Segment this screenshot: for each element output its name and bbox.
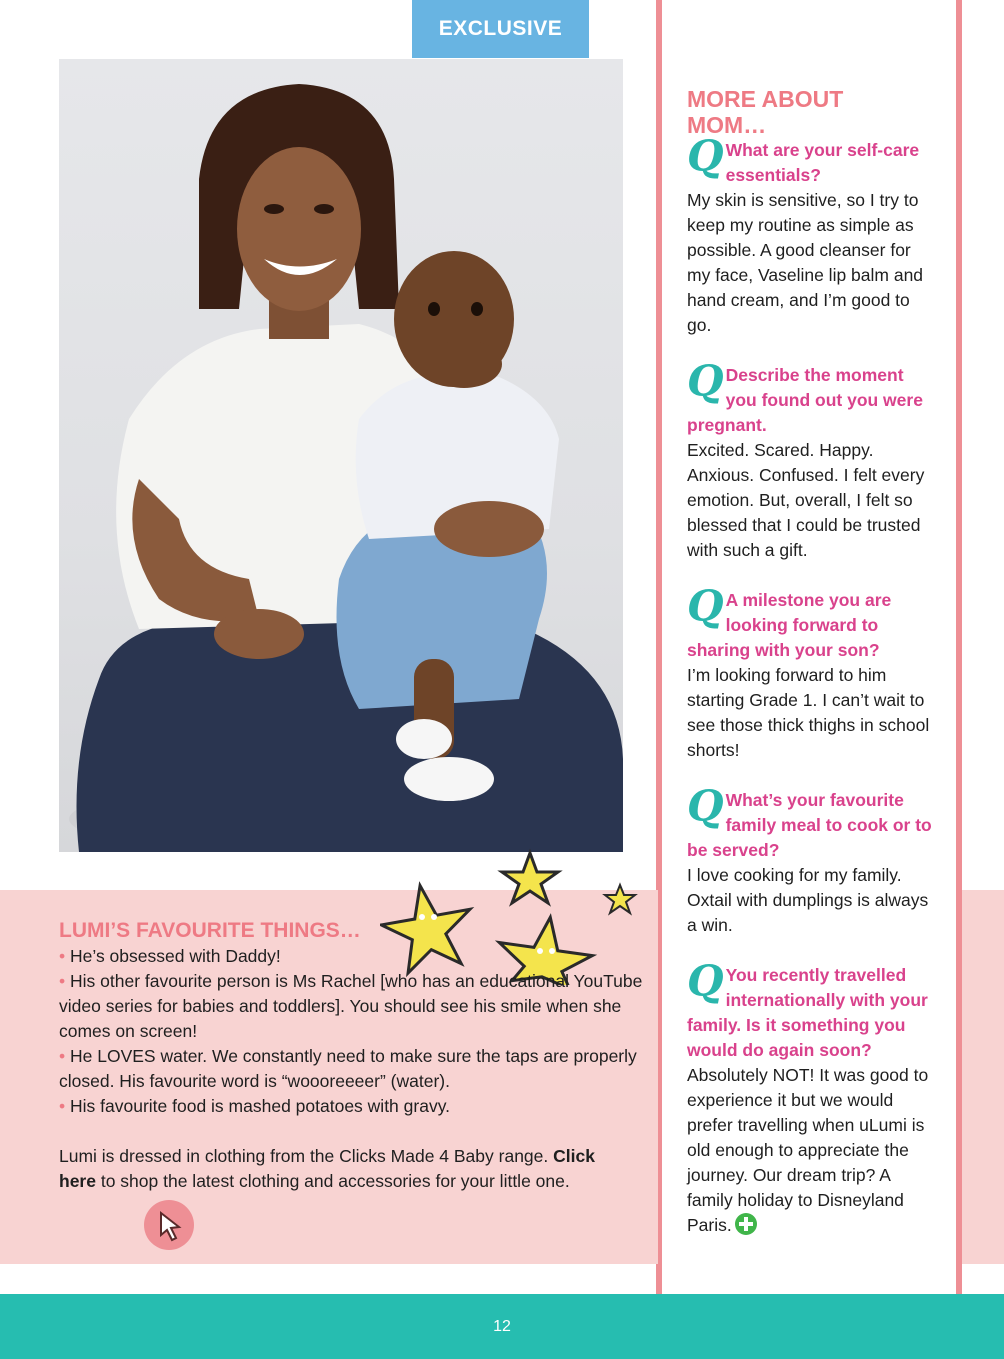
question: What’s your favourite family meal to cook or to be served?	[687, 790, 932, 860]
q-letter-icon: Q	[687, 781, 724, 830]
page-number: 12	[493, 1317, 511, 1335]
answer: I love cooking for my family. Oxtail with dumplings is always a win.	[687, 865, 929, 935]
plus-cross-icon	[735, 1213, 757, 1235]
answer: Excited. Scared. Happy. Anxious. Confused. I felt every emotion. But, overall, I felt so blessed that I could be trusted with such a gift.	[687, 440, 925, 560]
star-icon	[605, 885, 635, 913]
qa-item	[687, 581, 937, 763]
list-item: • His favourite food is mashed potatoes with gravy.	[59, 1096, 451, 1116]
band-edge	[962, 890, 1004, 1264]
qa-item	[687, 356, 937, 563]
clothing-note: Lumi is dressed in clothing from the Clicks Made 4 Baby range. Click here to shop the latest clothing and accessories for your little one.	[59, 1146, 595, 1191]
more-about-mom-column	[687, 86, 937, 1238]
qa-item	[687, 131, 937, 338]
question: What are your self-care essentials?	[725, 140, 920, 185]
q-letter-icon: Q	[687, 131, 724, 180]
favourites-title: LUMI’S FAVOURITE THINGS…	[59, 919, 361, 942]
mother-and-baby-photo	[59, 59, 623, 852]
list-item: • His other favourite person is Ms Rachel [who has an educational YouTube video series for babies and toddlers]. You should see his smile when she comes on screen!	[59, 971, 643, 1041]
list-item: • He LOVES water. We constantly need to make sure the taps are properly closed. His favourite word is “woooreeeer” (water).	[59, 1046, 637, 1091]
q-letter-icon: Q	[687, 581, 724, 630]
answer: Absolutely NOT! It was good to experience it but we would prefer travelling when uLumi is old enough to appreciate the journey. Our dream trip? A family holiday to Disneyland Paris.	[687, 1065, 929, 1235]
q-letter-icon: Q	[687, 956, 724, 1005]
qa-item	[687, 956, 937, 1238]
exclusive-tag: EXCLUSIVE	[412, 0, 589, 58]
question: A milestone you are looking forward to sharing with your son?	[687, 590, 892, 660]
click-here-link[interactable]: Click here	[59, 1146, 595, 1191]
answer: My skin is sensitive, so I try to keep my routine as simple as possible. A good cleanser for my face, Vaseline lip balm and hand cream, and I’m good to go.	[687, 190, 924, 335]
question: Describe the moment you found out you were pregnant.	[687, 365, 923, 435]
sidebar-title: MORE ABOUT MOM…	[687, 86, 844, 138]
q-letter-icon: Q	[687, 356, 724, 405]
footer-bar	[0, 1294, 1004, 1359]
qa-item	[687, 781, 937, 938]
favourites-section	[59, 918, 649, 1194]
question: You recently travelled internationally with your family. Is it something you would do again soon?	[687, 965, 928, 1060]
star-icon	[502, 853, 558, 903]
list-item: • He’s obsessed with Daddy!	[59, 946, 281, 966]
answer: I’m looking forward to him starting Grade 1. I can’t wait to see those thick thighs in school shorts!	[687, 665, 930, 760]
cursor-arrow-icon[interactable]	[144, 1200, 194, 1250]
